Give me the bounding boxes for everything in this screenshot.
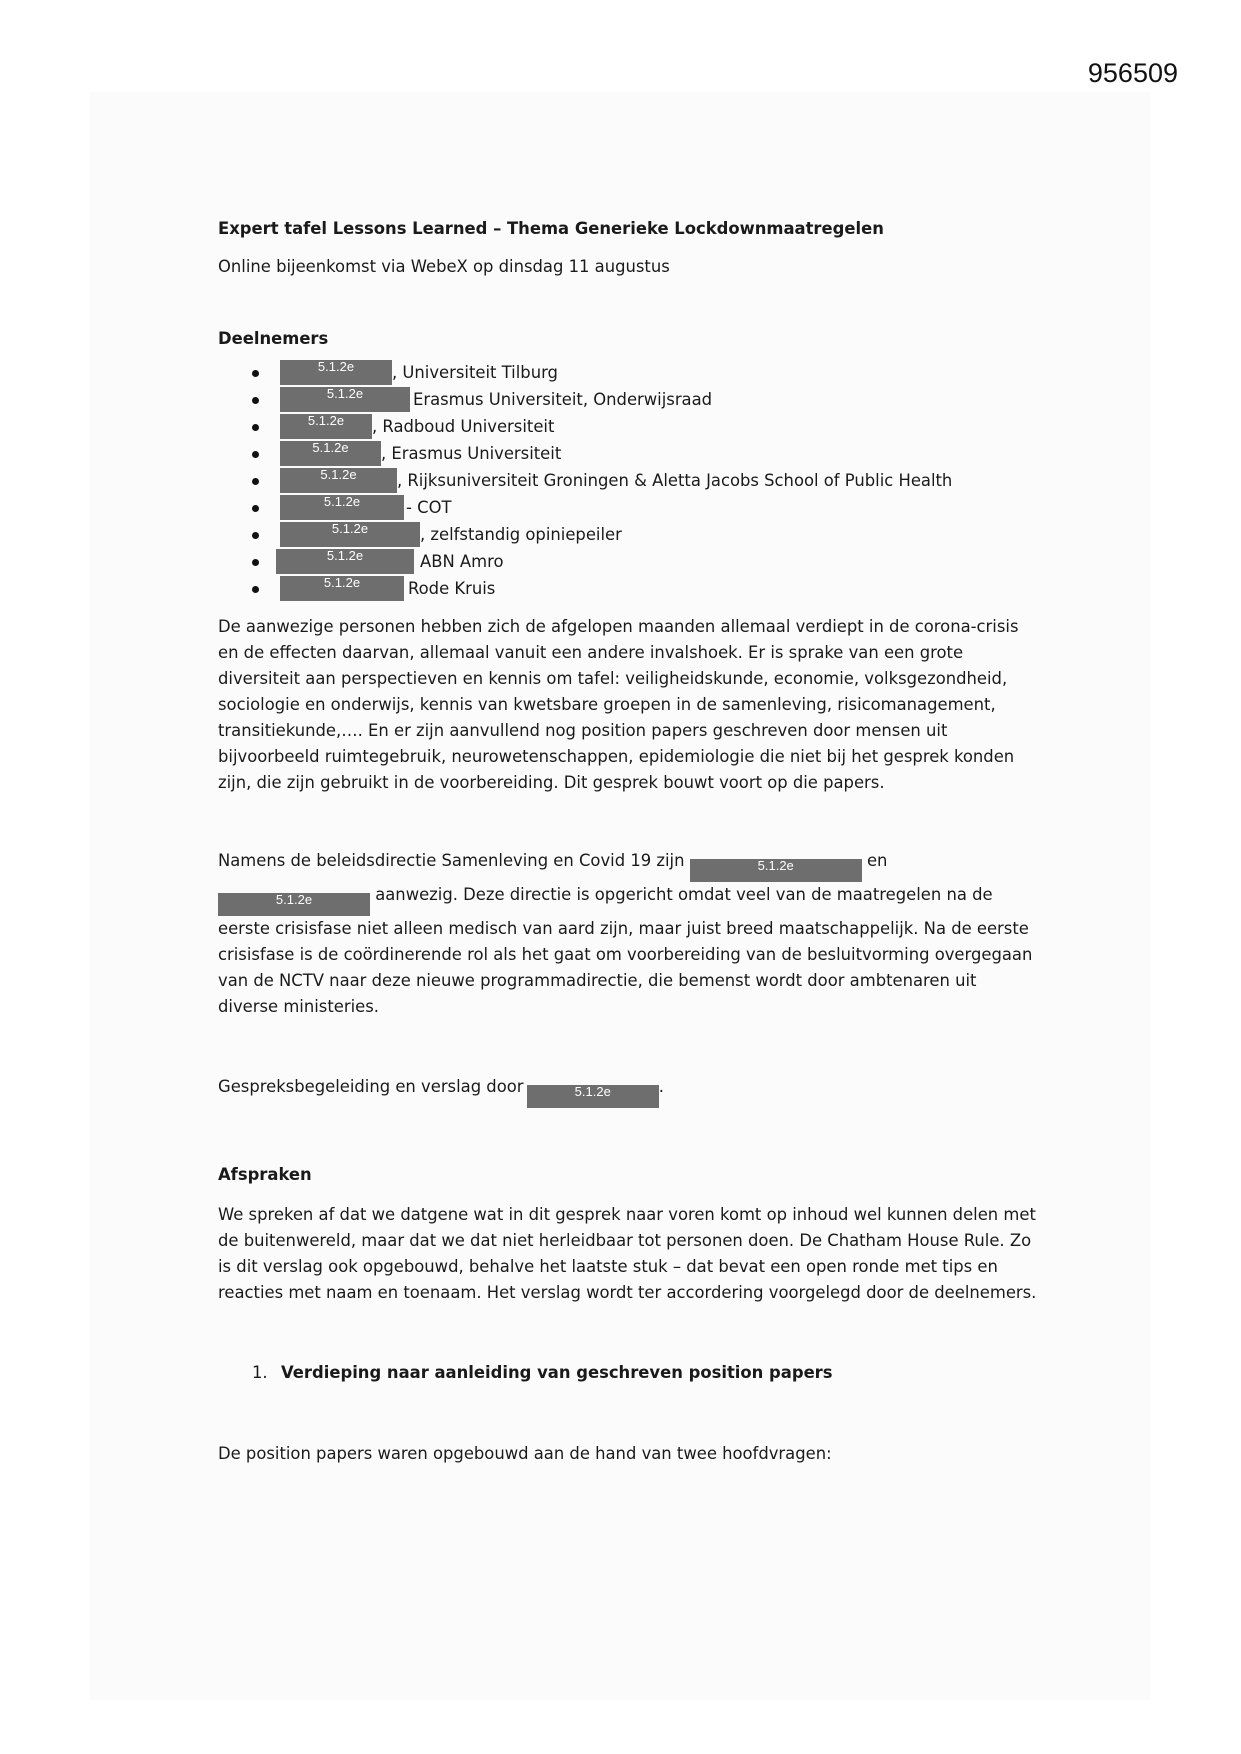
participants-list xyxy=(218,359,1038,602)
participants-heading: Deelnemers xyxy=(218,329,329,348)
participant-affiliation: , Radboud Universiteit xyxy=(372,417,555,436)
directorate-text-before: Namens de beleidsdirectie Samenleving en Covid 19 zijn xyxy=(218,851,685,870)
participant-affiliation: , Erasmus Universiteit xyxy=(381,444,562,463)
participant-item xyxy=(218,413,1038,440)
redaction-box: 5.1.2e xyxy=(280,360,392,385)
directorate-text-middle: en xyxy=(866,851,888,870)
participant-item xyxy=(218,494,1038,521)
bullet-icon xyxy=(252,424,259,431)
participant-affiliation: - COT xyxy=(406,498,452,517)
redaction-box: 5.1.2e xyxy=(527,1085,659,1108)
intro-paragraph: De aanwezige personen hebben zich de afgelopen maanden allemaal verdiept in de corona-crisis en de effecten daarvan, allemaal vanuit een andere invalshoek. Er is sprake van een grote diversiteit aan perspectieven en kennis om tafel: veiligheidskunde, economie, volksgezondheid, sociologie en onderwijs, kennis van kwetsbare groepen in de samenleving, risicomanagement, transitiekunde,…. En er zijn aanvullend nog position papers geschreven door mensen uit bijvoorbeeld ruimtegebruik, neurowetenschappen, epidemiologie die niet bij het gesprek konden zijn, die zijn gebruikt in de voorbereiding. Dit gesprek bouwt voort op die papers. xyxy=(218,617,1019,792)
facilitation-line xyxy=(218,1074,1038,1108)
redaction-box: 5.1.2e xyxy=(280,522,420,547)
redaction-box: 5.1.2e xyxy=(280,414,372,439)
participant-item xyxy=(218,521,1038,548)
bullet-icon xyxy=(252,397,259,404)
bullet-icon xyxy=(252,451,259,458)
participant-item xyxy=(218,359,1038,386)
position-papers-intro: De position papers waren opgebouwd aan de hand van twee hoofdvragen: xyxy=(218,1444,832,1463)
agreements-paragraph: We spreken af dat we datgene wat in dit gesprek naar voren komt op inhoud wel kunnen delen met de buitenwereld, maar dat we dat niet herleidbaar tot personen doen. De Chatham House Rule. Zo is dit verslag ook opgebouwd, behalve het laatste stuk – dat bevat een open ronde met tips en reacties met naam en toenaam. Het verslag wordt ter accordering voorgelegd door de deelnemers. xyxy=(218,1205,1037,1302)
meeting-subtitle: Online bijeenkomst via WebeX op dinsdag 11 augustus xyxy=(218,257,670,276)
document-title: Expert tafel Lessons Learned – Thema Generieke Lockdownmaatregelen xyxy=(218,219,884,238)
document-number: 956509 xyxy=(1087,58,1178,88)
facilitation-text: Gespreksbegeleiding en verslag door xyxy=(218,1077,524,1096)
participant-item xyxy=(218,386,1038,413)
redaction-box: 5.1.2e xyxy=(276,549,414,574)
section-1-heading xyxy=(218,1360,1038,1386)
participant-item xyxy=(218,440,1038,467)
section-title: Verdieping naar aanleiding van geschreven position papers xyxy=(281,1363,833,1382)
facilitation-period: . xyxy=(658,1077,664,1096)
bullet-icon xyxy=(252,370,259,377)
participant-affiliation: Erasmus Universiteit, Onderwijsraad xyxy=(413,390,713,409)
redaction-box: 5.1.2e xyxy=(280,495,404,520)
agreements-heading: Afspraken xyxy=(218,1165,312,1184)
bullet-icon xyxy=(252,559,259,566)
bullet-icon xyxy=(252,532,259,539)
redaction-box: 5.1.2e xyxy=(280,387,410,412)
redaction-box: 5.1.2e xyxy=(690,859,862,882)
section-number: 1. xyxy=(252,1363,268,1382)
directorate-text-after: aanwezig. Deze directie is opgericht omdat veel van de maatregelen na de eerste crisisfase niet alleen medisch van aard zijn, maar juist breed maatschappelijk. Na de eerste crisisfase is de coördinerende rol als het gaat om voorbereiding van de besluitvorming overgegaan van de NCTV naar deze nieuwe programmadirectie, die bemenst wordt door ambtenaren uit diverse ministeries. xyxy=(218,885,1033,1016)
participant-affiliation: ABN Amro xyxy=(420,552,504,571)
redaction-box: 5.1.2e xyxy=(280,468,397,493)
participant-item xyxy=(218,467,1038,494)
participant-affiliation: , zelfstandig opiniepeiler xyxy=(420,525,622,544)
document-body xyxy=(218,216,1038,1467)
participant-affiliation: Rode Kruis xyxy=(408,579,496,598)
bullet-icon xyxy=(252,478,259,485)
participant-affiliation: , Rijksuniversiteit Groningen & Aletta Jacobs School of Public Health xyxy=(397,471,953,490)
directorate-paragraph xyxy=(218,848,1038,1020)
bullet-icon xyxy=(252,505,259,512)
redaction-box: 5.1.2e xyxy=(218,893,370,916)
redaction-box: 5.1.2e xyxy=(280,576,404,601)
bullet-icon xyxy=(252,586,259,593)
participant-item xyxy=(218,548,1038,575)
redaction-box: 5.1.2e xyxy=(280,441,381,466)
participant-affiliation: , Universiteit Tilburg xyxy=(392,363,558,382)
participant-item xyxy=(218,575,1038,602)
